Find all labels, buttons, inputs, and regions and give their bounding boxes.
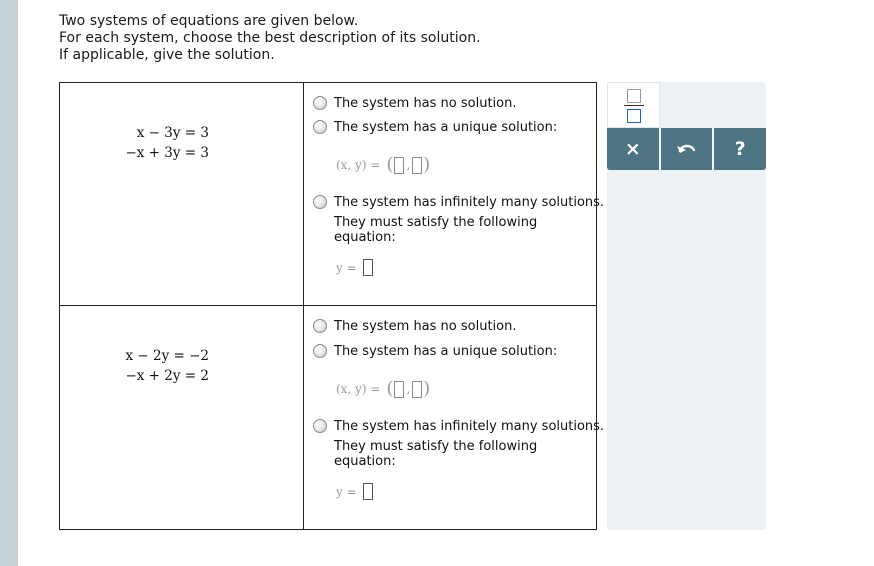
radio-button[interactable] xyxy=(313,419,327,433)
equation-2b: −x + 2y = 2 xyxy=(125,368,209,384)
option-unique-1[interactable] xyxy=(313,120,557,135)
equation-2a: x − 2y = −2 xyxy=(125,348,209,364)
explanation-line: equation: xyxy=(334,229,396,245)
option-label: The system has a unique solution: xyxy=(334,344,558,359)
unique-solution-input-1 xyxy=(336,156,430,174)
radio-button[interactable] xyxy=(313,319,327,333)
math-tool-panel xyxy=(607,82,766,530)
equation-system-2 xyxy=(125,346,209,386)
fraction-bar xyxy=(624,105,644,106)
equations-cell-2 xyxy=(60,306,304,529)
action-toolbar xyxy=(607,128,766,170)
comma: , xyxy=(406,382,411,396)
comma: , xyxy=(406,158,411,172)
equations-cell-1 xyxy=(60,83,304,305)
help-icon: ? xyxy=(734,138,746,160)
infinite-equation-input-1 xyxy=(336,259,374,276)
equation-1b: −x + 3y = 3 xyxy=(125,145,209,161)
denominator-box xyxy=(627,109,641,123)
options-cell-2 xyxy=(304,306,605,529)
left-sidebar-strip xyxy=(0,0,18,566)
fraction-icon[interactable] xyxy=(607,82,660,128)
equation-input[interactable] xyxy=(363,483,373,500)
option-infinite-1[interactable] xyxy=(313,195,604,210)
open-paren: ( xyxy=(386,154,394,175)
close-paren: ) xyxy=(423,378,431,399)
xy-label: (x, y) = xyxy=(336,158,381,172)
question-prompt xyxy=(59,13,481,64)
help-button[interactable] xyxy=(714,128,766,170)
infinite-explanation-1 xyxy=(334,216,537,245)
close-icon: × xyxy=(624,138,641,160)
option-label: The system has a unique solution: xyxy=(334,120,558,135)
undo-button[interactable] xyxy=(661,128,715,170)
x-value-input[interactable] xyxy=(394,157,404,174)
option-label: The system has no solution. xyxy=(334,96,517,111)
y-label: y = xyxy=(336,484,357,499)
option-label: The system has infinitely many solutions. xyxy=(334,195,605,210)
prompt-line-1: Two systems of equations are given below. xyxy=(59,13,359,29)
y-value-input[interactable] xyxy=(412,381,422,398)
y-value-input[interactable] xyxy=(412,157,422,174)
infinite-equation-input-2 xyxy=(336,483,374,500)
system-row-2 xyxy=(60,306,605,529)
option-unique-2[interactable] xyxy=(313,344,557,359)
radio-button[interactable] xyxy=(313,96,327,110)
option-label: The system has infinitely many solutions. xyxy=(334,419,605,434)
undo-icon xyxy=(676,141,698,157)
equation-input[interactable] xyxy=(363,259,373,276)
infinite-explanation-2 xyxy=(334,440,537,469)
clear-button[interactable] xyxy=(607,128,661,170)
system-row-1 xyxy=(60,83,605,306)
numerator-box xyxy=(627,89,641,103)
open-paren: ( xyxy=(386,378,394,399)
prompt-line-3: If applicable, give the solution. xyxy=(59,47,275,63)
equation-1a: x − 3y = 3 xyxy=(136,125,209,141)
equation-system-1 xyxy=(125,123,209,163)
close-paren: ) xyxy=(423,154,431,175)
explanation-line: They must satisfy the following xyxy=(334,215,538,230)
systems-table xyxy=(59,82,605,530)
x-value-input[interactable] xyxy=(394,381,404,398)
option-no-solution-2[interactable] xyxy=(313,319,517,334)
option-infinite-2[interactable] xyxy=(313,419,604,434)
prompt-line-2: For each system, choose the best description of its solution. xyxy=(59,30,481,46)
explanation-line: equation: xyxy=(334,453,396,469)
explanation-line: They must satisfy the following xyxy=(334,439,538,454)
option-label: The system has no solution. xyxy=(334,319,517,334)
y-label: y = xyxy=(336,260,357,275)
radio-button[interactable] xyxy=(313,195,327,209)
option-no-solution-1[interactable] xyxy=(313,96,517,111)
unique-solution-input-2 xyxy=(336,380,430,398)
xy-label: (x, y) = xyxy=(336,382,381,396)
radio-button[interactable] xyxy=(313,344,327,358)
options-cell-1 xyxy=(304,83,605,305)
radio-button[interactable] xyxy=(313,120,327,134)
